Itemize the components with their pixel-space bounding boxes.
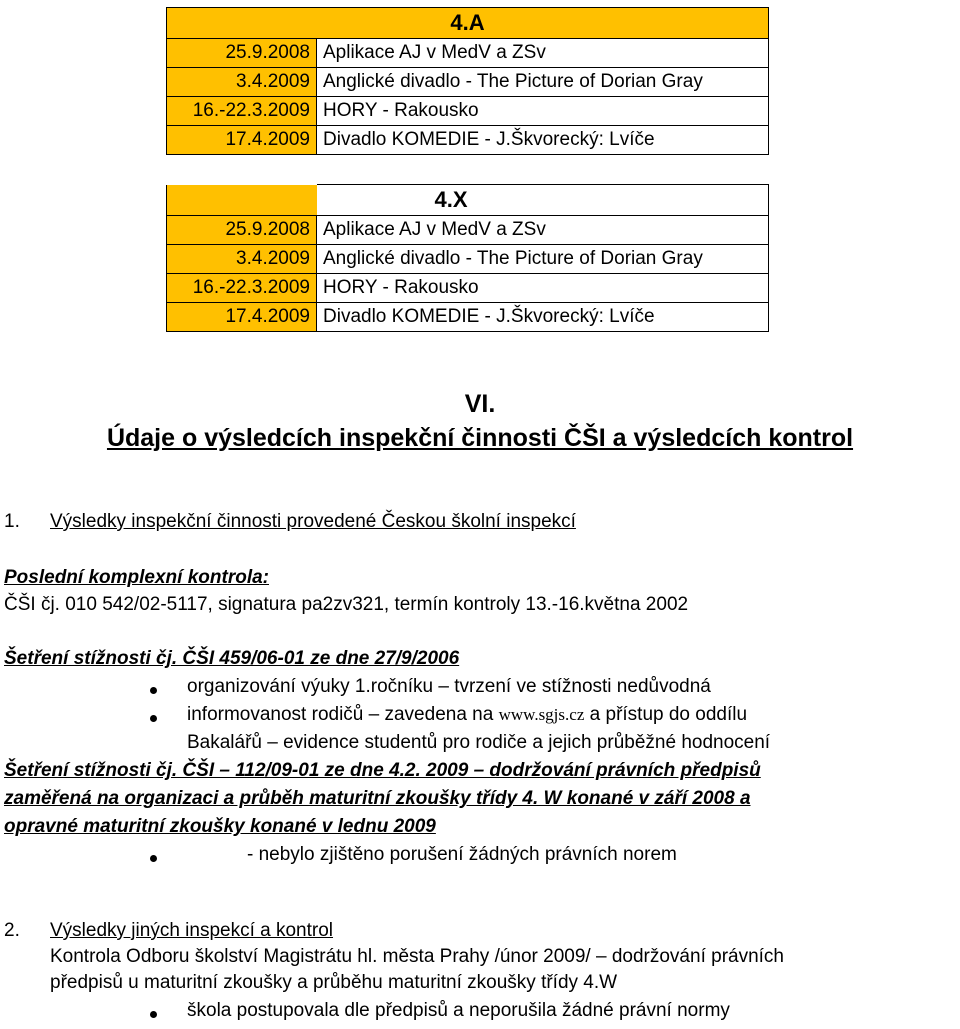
last-check-label: Poslední komplexní kontrola:	[4, 567, 269, 588]
item-heading-text: Výsledky inspekční činnosti provedené Českou školní inspekcí	[50, 511, 576, 532]
complaint-2-line-1: Šetření stížnosti čj. ČŠI – 112/09-01 ze dne 4.2. 2009 – dodržování právních předpisů	[4, 760, 761, 781]
section-number: VI.	[464, 390, 496, 418]
activity-name: HORY - Rakousko	[317, 97, 769, 126]
activity-date: 16.-22.3.2009	[167, 97, 317, 126]
bullet-icon	[150, 1011, 157, 1018]
item-1-heading	[4, 511, 576, 533]
bullet-item-1: organizování výuky 1.ročníku – tvrzení ve stížnosti nedůvodná	[187, 676, 711, 697]
complaint-1-heading-text: Šetření stížnosti čj. ČŠI 459/06-01 ze dne 27/9/2006	[4, 648, 460, 669]
table-row	[167, 245, 769, 274]
table-title-spacer	[167, 185, 317, 216]
activity-date: 25.9.2008	[167, 216, 317, 245]
activity-date: 17.4.2009	[167, 126, 317, 155]
activities-table-4a	[166, 7, 769, 155]
bullet-item-2	[187, 704, 747, 726]
item-number: 1.	[4, 511, 20, 532]
table-row	[167, 126, 769, 155]
table-title: 4.A	[167, 8, 769, 39]
table-row	[167, 97, 769, 126]
activity-name: HORY - Rakousko	[317, 274, 769, 303]
activity-name: Divadlo KOMEDIE - J.Škvorecký: Lvíče	[317, 126, 769, 155]
activity-name: Aplikace AJ v MedV a ZSv	[317, 216, 769, 245]
last-check-text: ČŠI čj. 010 542/02-5117, signatura pa2zv321, termín kontroly 13.-16.května 2002	[4, 594, 689, 615]
item-2-line-1: Kontrola Odboru školství Magistrátu hl. města Prahy /únor 2009/ – dodržování právních	[50, 946, 784, 967]
activity-name: Anglické divadlo - The Picture of Dorian Gray	[317, 245, 769, 274]
school-website-link[interactable]: www.sgjs.cz	[498, 705, 585, 724]
activities-table-4x	[166, 184, 769, 332]
activity-name: Divadlo KOMEDIE - J.Škvorecký: Lvíče	[317, 303, 769, 332]
table-row	[167, 274, 769, 303]
table-row	[167, 68, 769, 97]
activity-name: Anglické divadlo - The Picture of Dorian Gray	[317, 68, 769, 97]
table-row	[167, 303, 769, 332]
item-2-line-2: předpisů u maturitní zkoušky a průběhu maturitní zkoušky třídy 4.W	[50, 972, 618, 993]
bullet-item-2-text: informovanost rodičů – zavedena na	[187, 704, 499, 725]
activity-date: 25.9.2008	[167, 39, 317, 68]
complaint-2-line-2: zaměřená na organizaci a průběh maturitní zkoušky třídy 4. W konané v září 2008 a	[4, 788, 751, 809]
item-heading-text: Výsledky jiných inspekcí a kontrol	[50, 920, 334, 941]
item-2-heading	[4, 920, 333, 942]
complaint-1-heading	[4, 648, 459, 670]
bullet-icon	[150, 855, 157, 862]
activity-name: Aplikace AJ v MedV a ZSv	[317, 39, 769, 68]
table-title: 4.X	[317, 185, 769, 216]
complaint-2-line-3: opravné maturitní zkoušky konané v lednu 2009	[4, 816, 436, 837]
table-row	[167, 216, 769, 245]
activity-date: 16.-22.3.2009	[167, 274, 317, 303]
table-row	[167, 39, 769, 68]
activity-date: 3.4.2009	[167, 245, 317, 274]
bullet-icon	[150, 687, 157, 694]
bullet-item-2-continued: Bakalářů – evidence studentů pro rodiče a jejich průběžné hodnocení	[187, 732, 771, 753]
activity-date: 3.4.2009	[167, 68, 317, 97]
item-number: 2.	[4, 920, 20, 941]
table-title-row	[167, 8, 769, 39]
table-title-row	[167, 185, 769, 216]
bullet-icon	[150, 715, 157, 722]
section-title: Údaje o výsledcích inspekční činnosti ČŠI a výsledcích kontrol	[106, 424, 854, 452]
item-2-bullet: škola postupovala dle předpisů a neporušila žádné právní normy	[187, 1000, 730, 1021]
bullet-item-2-text-end: a přístup do oddílu	[584, 704, 748, 725]
bullet-item-3: - nebylo zjištěno porušení žádných právních norem	[247, 844, 677, 865]
activity-date: 17.4.2009	[167, 303, 317, 332]
